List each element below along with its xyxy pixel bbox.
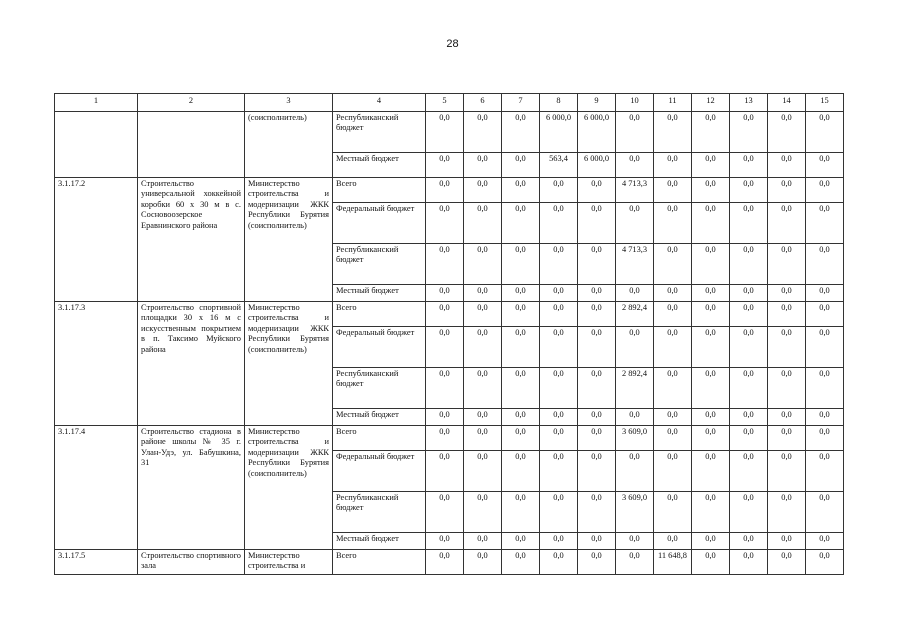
value-cell: 0,0 (426, 178, 464, 203)
column-header: 6 (464, 94, 502, 112)
value-cell: 0,0 (730, 285, 768, 302)
value-cell: 0,0 (768, 492, 806, 533)
table-row (55, 550, 844, 575)
value-cell: 0,0 (730, 409, 768, 426)
budget-table (54, 93, 844, 575)
value-cell: 0,0 (692, 368, 730, 409)
value-cell: 0,0 (806, 203, 844, 244)
value-cell: 0,0 (768, 153, 806, 178)
value-cell: 0,0 (692, 426, 730, 451)
value-cell: 0,0 (654, 451, 692, 492)
value-cell: 2 892,4 (616, 302, 654, 327)
column-header: 14 (768, 94, 806, 112)
value-cell: 0,0 (692, 285, 730, 302)
table-row (55, 426, 844, 451)
value-cell: 0,0 (730, 550, 768, 575)
value-cell: 0,0 (464, 302, 502, 327)
source-cell: Местный бюджет (333, 409, 426, 426)
value-cell: 0,0 (616, 533, 654, 550)
value-cell: 0,0 (502, 153, 540, 178)
executor-cell: Министерство строительства и (245, 550, 333, 575)
column-header: 15 (806, 94, 844, 112)
value-cell: 0,0 (654, 178, 692, 203)
value-cell: 0,0 (426, 203, 464, 244)
column-header: 13 (730, 94, 768, 112)
code-cell: 3.1.17.5 (55, 550, 138, 575)
value-cell: 0,0 (540, 451, 578, 492)
source-cell: Федеральный бюджет (333, 451, 426, 492)
name-cell: Строительство спортивной площадки 30 х 16 м с искусственным покрытием в п. Таксимо Муйского района (138, 302, 245, 426)
value-cell: 0,0 (578, 451, 616, 492)
value-cell: 0,0 (806, 492, 844, 533)
code-cell: 3.1.17.2 (55, 178, 138, 302)
value-cell: 0,0 (730, 426, 768, 451)
value-cell: 0,0 (540, 550, 578, 575)
executor-cell: Министерство строительства и модернизации ЖКК Республики Бурятия (соисполнитель) (245, 178, 333, 302)
value-cell: 0,0 (578, 244, 616, 285)
source-cell: Всего (333, 302, 426, 327)
value-cell: 0,0 (692, 178, 730, 203)
value-cell: 0,0 (768, 451, 806, 492)
value-cell: 0,0 (616, 327, 654, 368)
value-cell: 3 609,0 (616, 426, 654, 451)
value-cell: 0,0 (464, 178, 502, 203)
value-cell: 0,0 (806, 550, 844, 575)
value-cell: 0,0 (806, 285, 844, 302)
value-cell: 0,0 (578, 178, 616, 203)
value-cell: 0,0 (730, 327, 768, 368)
column-header: 3 (245, 94, 333, 112)
value-cell: 0,0 (426, 492, 464, 533)
value-cell: 0,0 (654, 203, 692, 244)
value-cell: 0,0 (654, 153, 692, 178)
code-cell: 3.1.17.3 (55, 302, 138, 426)
value-cell: 2 892,4 (616, 368, 654, 409)
value-cell: 0,0 (464, 409, 502, 426)
value-cell: 0,0 (654, 302, 692, 327)
value-cell: 0,0 (730, 492, 768, 533)
value-cell: 0,0 (654, 112, 692, 153)
value-cell: 0,0 (806, 244, 844, 285)
value-cell: 0,0 (692, 409, 730, 426)
value-cell: 0,0 (692, 533, 730, 550)
value-cell: 0,0 (540, 302, 578, 327)
value-cell: 0,0 (502, 244, 540, 285)
value-cell: 0,0 (540, 178, 578, 203)
column-header: 5 (426, 94, 464, 112)
value-cell: 0,0 (502, 285, 540, 302)
value-cell: 0,0 (806, 451, 844, 492)
value-cell: 0,0 (692, 302, 730, 327)
value-cell: 0,0 (654, 426, 692, 451)
value-cell: 0,0 (654, 244, 692, 285)
value-cell: 0,0 (654, 327, 692, 368)
value-cell: 0,0 (616, 203, 654, 244)
value-cell: 0,0 (692, 203, 730, 244)
value-cell: 0,0 (578, 368, 616, 409)
name-cell: Строительство стадиона в районе школы № 35 г. Улан-Удэ, ул. Бабушкина, 31 (138, 426, 245, 550)
value-cell: 0,0 (730, 112, 768, 153)
source-cell: Всего (333, 426, 426, 451)
source-cell: Местный бюджет (333, 153, 426, 178)
value-cell: 0,0 (730, 533, 768, 550)
value-cell: 0,0 (578, 409, 616, 426)
value-cell: 0,0 (464, 203, 502, 244)
value-cell: 0,0 (426, 112, 464, 153)
value-cell: 0,0 (768, 533, 806, 550)
value-cell: 0,0 (730, 203, 768, 244)
value-cell: 0,0 (768, 327, 806, 368)
column-header: 9 (578, 94, 616, 112)
value-cell: 0,0 (768, 550, 806, 575)
value-cell: 0,0 (768, 178, 806, 203)
value-cell: 0,0 (730, 302, 768, 327)
value-cell: 0,0 (426, 533, 464, 550)
value-cell: 0,0 (730, 153, 768, 178)
executor-cell: Министерство строительства и модернизации ЖКК Республики Бурятия (соисполнитель) (245, 426, 333, 550)
value-cell: 6 000,0 (540, 112, 578, 153)
value-cell: 0,0 (806, 327, 844, 368)
source-cell: Федеральный бюджет (333, 203, 426, 244)
value-cell: 0,0 (654, 533, 692, 550)
value-cell: 0,0 (730, 451, 768, 492)
value-cell: 6 000,0 (578, 112, 616, 153)
value-cell: 0,0 (616, 409, 654, 426)
value-cell: 0,0 (578, 426, 616, 451)
value-cell: 0,0 (502, 492, 540, 533)
value-cell: 0,0 (502, 426, 540, 451)
source-cell: Всего (333, 550, 426, 575)
executor-cell: Министерство строительства и модернизации ЖКК Республики Бурятия (соисполнитель) (245, 302, 333, 426)
value-cell: 0,0 (616, 451, 654, 492)
value-cell: 0,0 (426, 285, 464, 302)
value-cell: 0,0 (426, 244, 464, 285)
value-cell: 0,0 (464, 492, 502, 533)
value-cell: 0,0 (616, 153, 654, 178)
column-header: 12 (692, 94, 730, 112)
value-cell: 0,0 (502, 368, 540, 409)
name-cell: Строительство спортивного зала (138, 550, 245, 575)
value-cell: 0,0 (540, 285, 578, 302)
value-cell: 0,0 (426, 426, 464, 451)
value-cell: 0,0 (692, 451, 730, 492)
value-cell: 0,0 (768, 285, 806, 302)
value-cell: 0,0 (540, 426, 578, 451)
name-cell (138, 112, 245, 178)
value-cell: 0,0 (654, 368, 692, 409)
value-cell: 0,0 (616, 285, 654, 302)
column-header: 8 (540, 94, 578, 112)
value-cell: 0,0 (464, 368, 502, 409)
value-cell: 0,0 (540, 533, 578, 550)
value-cell: 0,0 (540, 492, 578, 533)
column-header: 4 (333, 94, 426, 112)
value-cell: 0,0 (654, 285, 692, 302)
value-cell: 0,0 (578, 492, 616, 533)
value-cell: 0,0 (540, 244, 578, 285)
value-cell: 0,0 (426, 302, 464, 327)
value-cell: 0,0 (692, 244, 730, 285)
value-cell: 0,0 (806, 368, 844, 409)
source-cell: Республиканский бюджет (333, 492, 426, 533)
value-cell: 0,0 (540, 409, 578, 426)
value-cell: 0,0 (806, 112, 844, 153)
value-cell: 0,0 (768, 368, 806, 409)
value-cell: 4 713,3 (616, 178, 654, 203)
value-cell: 0,0 (502, 112, 540, 153)
source-cell: Республиканский бюджет (333, 112, 426, 153)
value-cell: 0,0 (502, 533, 540, 550)
value-cell: 0,0 (426, 368, 464, 409)
value-cell: 0,0 (464, 285, 502, 302)
value-cell: 0,0 (464, 550, 502, 575)
value-cell: 0,0 (616, 550, 654, 575)
value-cell: 0,0 (730, 244, 768, 285)
name-cell: Строительство универсальной хоккейной коробки 60 х 30 м в с. Сосновоозерское Еравнинского района (138, 178, 245, 302)
value-cell: 0,0 (502, 203, 540, 244)
value-cell: 0,0 (730, 178, 768, 203)
value-cell: 0,0 (426, 153, 464, 178)
value-cell: 0,0 (464, 451, 502, 492)
value-cell: 0,0 (578, 533, 616, 550)
table-row (55, 178, 844, 203)
value-cell: 0,0 (426, 409, 464, 426)
value-cell: 0,0 (578, 302, 616, 327)
source-cell: Федеральный бюджет (333, 327, 426, 368)
value-cell: 0,0 (426, 550, 464, 575)
value-cell: 0,0 (768, 409, 806, 426)
value-cell: 0,0 (692, 327, 730, 368)
table-row (55, 112, 844, 153)
value-cell: 0,0 (464, 244, 502, 285)
value-cell: 0,0 (502, 451, 540, 492)
value-cell: 0,0 (502, 327, 540, 368)
value-cell: 0,0 (768, 112, 806, 153)
value-cell: 0,0 (692, 112, 730, 153)
code-cell (55, 112, 138, 178)
code-cell: 3.1.17.4 (55, 426, 138, 550)
value-cell: 0,0 (502, 550, 540, 575)
source-cell: Местный бюджет (333, 533, 426, 550)
source-cell: Всего (333, 178, 426, 203)
value-cell: 0,0 (578, 327, 616, 368)
value-cell: 0,0 (768, 426, 806, 451)
executor-cell: (соисполнитель) (245, 112, 333, 178)
source-cell: Местный бюджет (333, 285, 426, 302)
value-cell: 0,0 (540, 327, 578, 368)
value-cell: 11 648,8 (654, 550, 692, 575)
value-cell: 0,0 (464, 153, 502, 178)
column-header: 10 (616, 94, 654, 112)
value-cell: 0,0 (768, 244, 806, 285)
value-cell: 0,0 (540, 203, 578, 244)
value-cell: 0,0 (806, 409, 844, 426)
value-cell: 6 000,0 (578, 153, 616, 178)
source-cell: Республиканский бюджет (333, 244, 426, 285)
value-cell: 0,0 (692, 492, 730, 533)
table-row (55, 302, 844, 327)
value-cell: 0,0 (464, 112, 502, 153)
value-cell: 0,0 (806, 426, 844, 451)
value-cell: 0,0 (578, 550, 616, 575)
value-cell: 0,0 (806, 533, 844, 550)
value-cell: 0,0 (768, 203, 806, 244)
value-cell: 0,0 (426, 327, 464, 368)
value-cell: 0,0 (464, 426, 502, 451)
value-cell: 0,0 (540, 368, 578, 409)
value-cell: 0,0 (730, 368, 768, 409)
value-cell: 3 609,0 (616, 492, 654, 533)
value-cell: 0,0 (502, 178, 540, 203)
value-cell: 0,0 (578, 203, 616, 244)
value-cell: 0,0 (768, 302, 806, 327)
column-header: 7 (502, 94, 540, 112)
value-cell: 0,0 (464, 533, 502, 550)
value-cell: 0,0 (426, 451, 464, 492)
value-cell: 0,0 (654, 409, 692, 426)
source-cell: Республиканский бюджет (333, 368, 426, 409)
value-cell: 0,0 (692, 153, 730, 178)
value-cell: 0,0 (616, 112, 654, 153)
value-cell: 563,4 (540, 153, 578, 178)
value-cell: 0,0 (654, 492, 692, 533)
value-cell: 4 713,3 (616, 244, 654, 285)
header-row (55, 94, 844, 112)
column-header: 1 (55, 94, 138, 112)
value-cell: 0,0 (502, 409, 540, 426)
value-cell: 0,0 (578, 285, 616, 302)
value-cell: 0,0 (806, 153, 844, 178)
page-number: 28 (446, 38, 459, 50)
value-cell: 0,0 (502, 302, 540, 327)
value-cell: 0,0 (464, 327, 502, 368)
value-cell: 0,0 (692, 550, 730, 575)
column-header: 11 (654, 94, 692, 112)
value-cell: 0,0 (806, 178, 844, 203)
column-header: 2 (138, 94, 245, 112)
value-cell: 0,0 (806, 302, 844, 327)
